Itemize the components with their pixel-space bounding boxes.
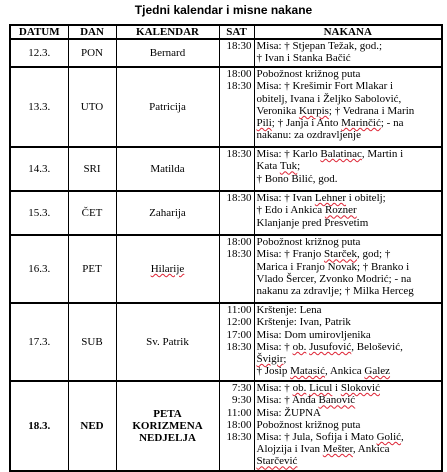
nakana-line: Pili; † Janja i Anto Marinčić; - na [256, 117, 404, 130]
time-text: 18:00 [226, 418, 252, 431]
nakana-line: Misa: † ob. Jusufović, Belošević, [256, 340, 403, 353]
cell-sat [219, 191, 254, 235]
nakana-line: † Ivan i Stanka Bačić [256, 52, 351, 65]
cell-dan [68, 147, 116, 191]
day-text: NED [80, 420, 104, 433]
cell-datum [10, 67, 68, 147]
time-gap [222, 173, 252, 185]
kalendar-text: Hilarije [150, 263, 185, 276]
header-dan: DAN [68, 25, 116, 39]
cell-nakana [254, 191, 442, 235]
nakana-line: Kata Tuk; [256, 160, 301, 173]
time-text: 18:30 [226, 80, 252, 93]
time-text: 11:00 [226, 304, 252, 317]
table-row [10, 235, 442, 303]
cell-nakana [254, 39, 442, 67]
date-text: 16.3. [28, 263, 51, 276]
nakana-line: Misa: † Jula, Sofija i Mato Golić, [256, 431, 404, 444]
nakana-line: Pobožnost križnog puta [256, 236, 361, 249]
time-text: 12:00 [226, 316, 252, 329]
table-row [10, 381, 442, 471]
date-text: 15.3. [28, 207, 51, 220]
time-text: 9:30 [231, 394, 252, 407]
day-text: UTO [80, 101, 104, 114]
time-gap [222, 52, 252, 64]
nakana-line: Misa: † ob. Licul i Sloković [256, 382, 380, 395]
nakana-line: nakanu za zdravlje; † Milka Herceg [256, 285, 414, 298]
cell-nakana [254, 147, 442, 191]
date-text: 12.3. [28, 47, 51, 60]
time-gap [222, 455, 252, 467]
nakana-line: Misa: ŽUPNA [256, 406, 321, 419]
kalendar-text: Sv. Patrik [146, 336, 189, 349]
cell-nakana [254, 235, 442, 303]
date-text: 17.3. [28, 336, 51, 349]
header-row [10, 25, 442, 39]
time-gap [222, 129, 252, 141]
day-text: SUB [81, 336, 103, 349]
schedule-table [9, 24, 443, 472]
time-gap [222, 160, 252, 172]
time-text: 11:00 [226, 406, 252, 419]
cell-kalendar [116, 147, 219, 191]
header-datum: DATUM [10, 25, 68, 39]
nakana-line: † Bono Bilić, god. [256, 172, 338, 185]
kalendar-text: KORIZMENA [132, 420, 203, 433]
cell-sat [219, 303, 254, 381]
cell-datum [10, 303, 68, 381]
table-row [10, 147, 442, 191]
cell-datum [10, 147, 68, 191]
cell-sat [219, 381, 254, 471]
cell-kalendar [116, 235, 219, 303]
nakana-line: Starčević [256, 455, 298, 468]
cell-kalendar [116, 67, 219, 147]
cell-dan [68, 381, 116, 471]
nakana-line: Krštenje: Ivan, Patrik [256, 316, 351, 329]
nakana-line: Švigir; [256, 353, 287, 366]
nakana-line: obitelj, Ivana i Željko Sabolović, [256, 92, 402, 105]
time-text: 18:30 [226, 340, 252, 353]
page-title: Tjedni kalendar i misne nakane [134, 3, 313, 17]
cell-nakana [254, 303, 442, 381]
day-text: PON [80, 47, 103, 60]
table-row [10, 67, 442, 147]
nakana-line: Misa: † Karlo Balatinac, Martin i [256, 148, 404, 161]
kalendar-text: NEDJELJA [139, 432, 196, 445]
date-text: 18.3. [28, 420, 51, 433]
cell-nakana [254, 381, 442, 471]
nakana-line: nakanu: za ozdravljenje [256, 129, 361, 142]
cell-dan [68, 39, 116, 67]
header-nakana: NAKANA [254, 25, 442, 39]
cell-sat [219, 235, 254, 303]
day-text: ČET [81, 207, 103, 220]
nakana-line: Veronika Kurpis; † Vedrana i Marin [256, 104, 415, 117]
time-text: 18:30 [226, 431, 252, 444]
header-sat: SAT [219, 25, 254, 39]
cell-sat [219, 147, 254, 191]
time-text: 18:30 [226, 248, 252, 261]
kalendar-text: Patricija [149, 101, 186, 114]
nakana-line: Misa: † Krešimir Fort Mlakar i [256, 80, 394, 93]
nakana-line: Marica i Franjo Novak; † Branko i [256, 260, 410, 273]
nakana-line: Misa: Dom umirovljenika [256, 328, 371, 341]
time-gap [222, 204, 252, 216]
time-text: 17:00 [226, 328, 252, 341]
cell-datum [10, 235, 68, 303]
table-row [10, 39, 442, 67]
table-row [10, 191, 442, 235]
cell-kalendar [116, 39, 219, 67]
nakana-line: Vlado Šercer, Zvonko Modrić; - na [256, 272, 412, 285]
nakana-line: Klanjanje pred Presvetim [256, 216, 369, 229]
time-gap [222, 353, 252, 365]
cell-dan [68, 191, 116, 235]
nakana-line: Misa: † Franjo Starček, god; † [256, 248, 391, 261]
nakana-line: Pobožnost križnog puta [256, 68, 361, 81]
nakana-line: Misa: † Ivan Lehner i obitelj; [256, 192, 386, 205]
cell-sat [219, 39, 254, 67]
cell-dan [68, 303, 116, 381]
table-row [10, 303, 442, 381]
time-gap [222, 443, 252, 455]
nakana-line: Pobožnost križnog puta [256, 418, 361, 431]
time-text: 18:00 [226, 236, 252, 249]
time-text: 18:30 [226, 40, 252, 53]
time-text: 7:30 [231, 382, 252, 395]
day-text: SRI [83, 163, 101, 176]
kalendar-text: Bernard [149, 47, 186, 60]
time-text: 18:30 [226, 148, 252, 161]
cell-dan [68, 235, 116, 303]
cell-kalendar [116, 303, 219, 381]
cell-sat [219, 67, 254, 147]
kalendar-text: Zaharija [149, 207, 186, 220]
nakana-line: Alojzija i Ivan Mešter, Ankica [256, 443, 390, 456]
kalendar-text: PETA [153, 407, 182, 420]
time-text: 18:30 [226, 192, 252, 205]
nakana-line: Krštenje: Lena [256, 304, 322, 317]
time-gap [222, 105, 252, 117]
nakana-line: Misa: † Anđa Banović [256, 394, 356, 407]
header-kalendar: KALENDAR [116, 25, 219, 39]
time-text: 18:00 [226, 68, 252, 81]
cell-datum [10, 191, 68, 235]
nakana-line: † Josip Matasić, Ankica Galez [256, 365, 391, 378]
day-text: PET [82, 263, 102, 276]
time-gap [222, 117, 252, 129]
time-gap [222, 261, 252, 273]
cell-nakana [254, 67, 442, 147]
cell-kalendar [116, 381, 219, 471]
kalendar-text: Matilda [150, 163, 185, 176]
nakana-line: † Edo i Ankica Rozner [256, 204, 357, 217]
cell-datum [10, 381, 68, 471]
time-gap [222, 93, 252, 105]
time-gap [222, 365, 252, 377]
date-text: 14.3. [28, 163, 51, 176]
date-text: 13.3. [28, 101, 51, 114]
cell-datum [10, 39, 68, 67]
cell-dan [68, 67, 116, 147]
time-gap [222, 273, 252, 285]
nakana-line: Misa: † Stjepan Težak, god.; [256, 40, 383, 53]
time-gap [222, 217, 252, 229]
time-gap [222, 285, 252, 297]
cell-kalendar [116, 191, 219, 235]
